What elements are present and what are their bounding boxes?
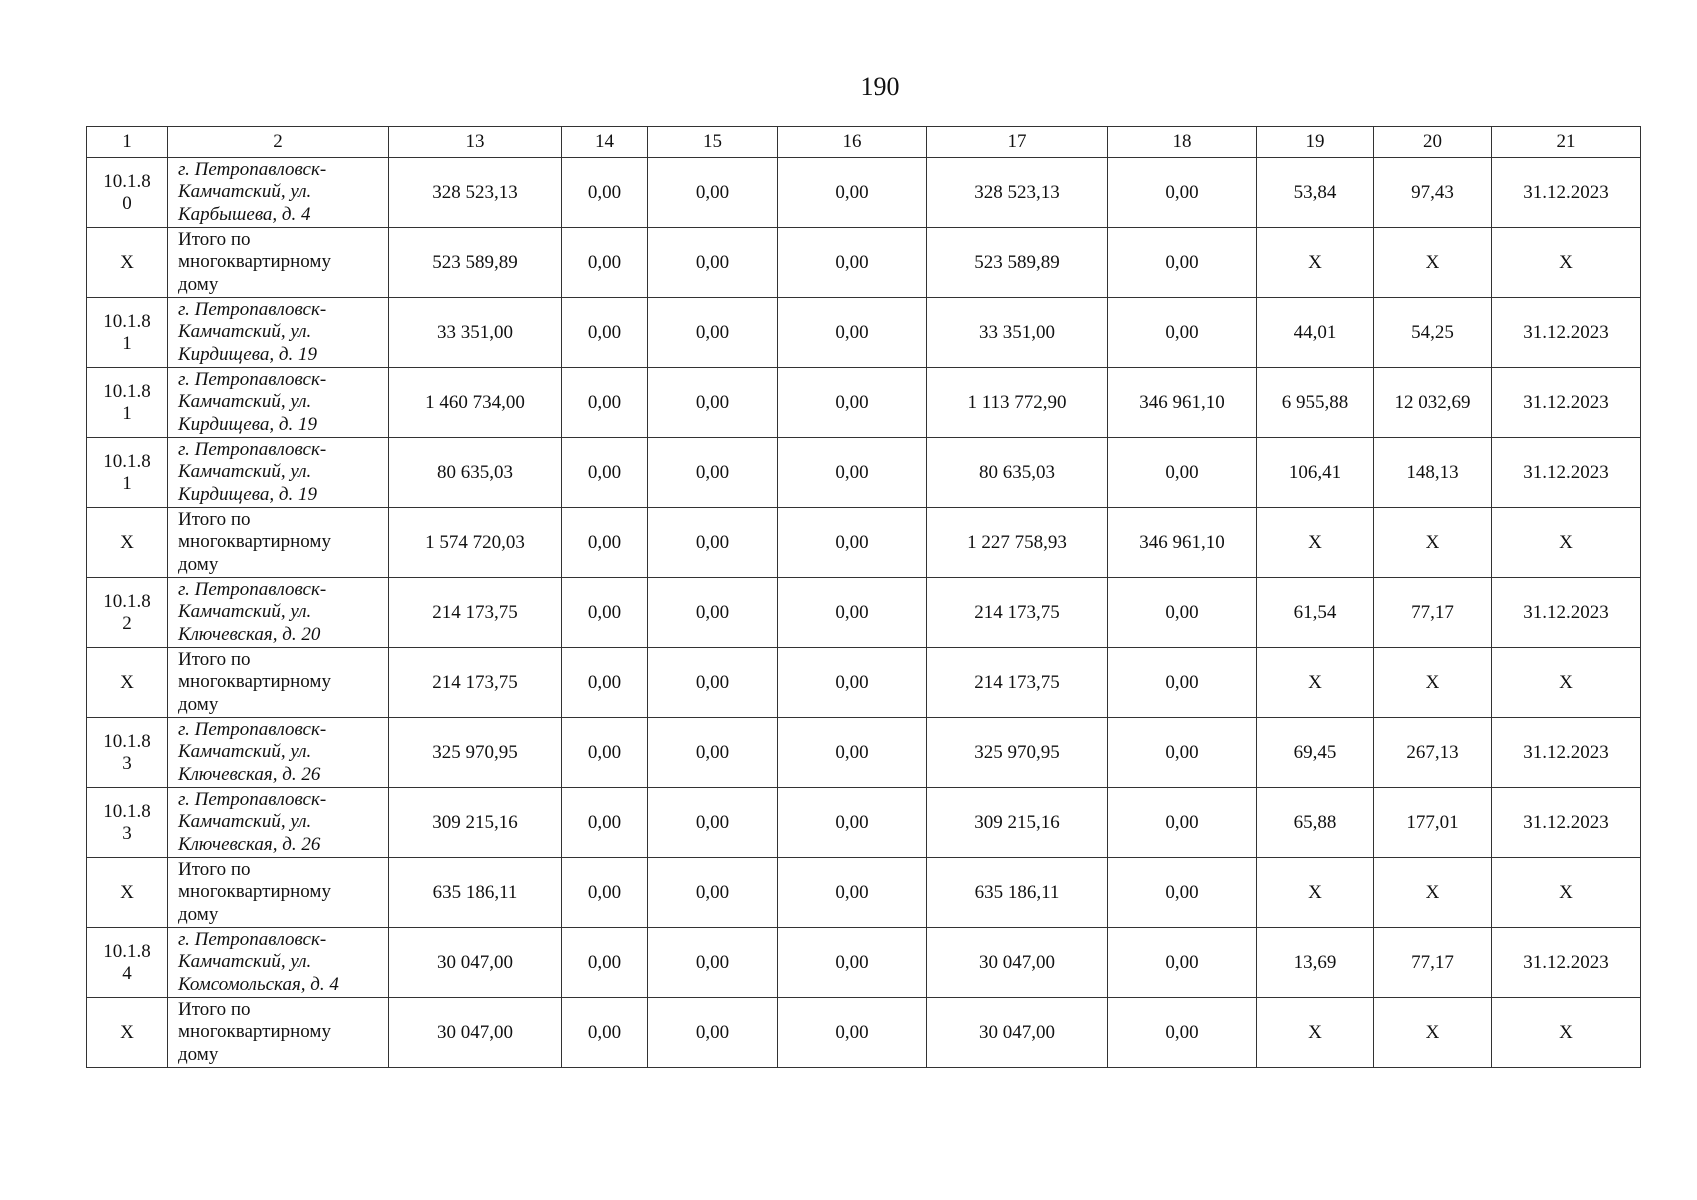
row-number-line: 10.1.8 bbox=[103, 590, 151, 612]
cell-col-14: 0,00 bbox=[562, 788, 648, 858]
cell-col-21: X bbox=[1492, 508, 1641, 578]
cell-col-15: 0,00 bbox=[648, 298, 778, 368]
address-line: дому bbox=[178, 903, 219, 925]
cell-col-21: X bbox=[1492, 648, 1641, 718]
cell-col-13: 30 047,00 bbox=[389, 998, 562, 1068]
cell-col-19: 13,69 bbox=[1257, 928, 1374, 998]
cell-col-16: 0,00 bbox=[778, 718, 927, 788]
cell-col-13: 33 351,00 bbox=[389, 298, 562, 368]
address-line: Камчатский, ул. bbox=[178, 321, 312, 343]
cell-col-21: X bbox=[1492, 998, 1641, 1068]
table-row bbox=[87, 718, 1641, 788]
column-header: 14 bbox=[562, 127, 648, 158]
address-line: Кирдищева, д. 19 bbox=[178, 343, 317, 365]
cell-col-16: 0,00 bbox=[778, 508, 927, 578]
cell-col-17: 33 351,00 bbox=[927, 298, 1108, 368]
total-label-cell bbox=[168, 648, 389, 718]
cell-col-18: 0,00 bbox=[1108, 788, 1257, 858]
address-line: многоквартирному bbox=[178, 1021, 331, 1043]
cell-col-19: 61,54 bbox=[1257, 578, 1374, 648]
address-line: Итого по bbox=[178, 858, 251, 880]
column-header: 21 bbox=[1492, 127, 1641, 158]
cell-col-20: 177,01 bbox=[1374, 788, 1492, 858]
total-row bbox=[87, 648, 1641, 718]
cell-col-14: 0,00 bbox=[562, 158, 648, 228]
row-number-cell bbox=[87, 998, 168, 1068]
cell-col-13: 635 186,11 bbox=[389, 858, 562, 928]
cell-col-13: 1 460 734,00 bbox=[389, 368, 562, 438]
row-number-line: 10.1.8 bbox=[103, 450, 151, 472]
table-row bbox=[87, 578, 1641, 648]
data-table bbox=[86, 126, 1641, 1068]
cell-col-18: 0,00 bbox=[1108, 228, 1257, 298]
address-line: многоквартирному bbox=[178, 671, 331, 693]
address-line: Камчатский, ул. bbox=[178, 181, 312, 203]
cell-col-17: 1 227 758,93 bbox=[927, 508, 1108, 578]
cell-col-20: X bbox=[1374, 228, 1492, 298]
cell-col-17: 325 970,95 bbox=[927, 718, 1108, 788]
cell-col-14: 0,00 bbox=[562, 718, 648, 788]
cell-col-16: 0,00 bbox=[778, 438, 927, 508]
cell-col-20: X bbox=[1374, 648, 1492, 718]
row-number-line: 10.1.8 bbox=[103, 380, 151, 402]
cell-col-15: 0,00 bbox=[648, 228, 778, 298]
cell-col-13: 214 173,75 bbox=[389, 648, 562, 718]
cell-col-14: 0,00 bbox=[562, 858, 648, 928]
cell-col-15: 0,00 bbox=[648, 858, 778, 928]
cell-col-21: 31.12.2023 bbox=[1492, 788, 1641, 858]
cell-col-20: X bbox=[1374, 998, 1492, 1068]
address-line: Камчатский, ул. bbox=[178, 461, 312, 483]
address-line: г. Петропавловск- bbox=[178, 438, 327, 460]
cell-col-14: 0,00 bbox=[562, 228, 648, 298]
cell-col-14: 0,00 bbox=[562, 648, 648, 718]
row-number-line: X bbox=[120, 251, 134, 273]
cell-col-19: X bbox=[1257, 998, 1374, 1068]
address-line: Камчатский, ул. bbox=[178, 391, 312, 413]
cell-col-14: 0,00 bbox=[562, 998, 648, 1068]
total-row bbox=[87, 998, 1641, 1068]
address-line: Кирдищева, д. 19 bbox=[178, 483, 317, 505]
cell-col-15: 0,00 bbox=[648, 438, 778, 508]
address-line: г. Петропавловск- bbox=[178, 578, 327, 600]
cell-col-13: 523 589,89 bbox=[389, 228, 562, 298]
address-line: Итого по bbox=[178, 648, 251, 670]
cell-col-13: 309 215,16 bbox=[389, 788, 562, 858]
cell-col-20: 54,25 bbox=[1374, 298, 1492, 368]
row-number-cell bbox=[87, 438, 168, 508]
cell-col-18: 346 961,10 bbox=[1108, 368, 1257, 438]
column-header: 17 bbox=[927, 127, 1108, 158]
address-cell bbox=[168, 158, 389, 228]
cell-col-18: 0,00 bbox=[1108, 438, 1257, 508]
column-header: 19 bbox=[1257, 127, 1374, 158]
row-number-line: X bbox=[120, 531, 134, 553]
cell-col-16: 0,00 bbox=[778, 228, 927, 298]
cell-col-16: 0,00 bbox=[778, 648, 927, 718]
column-header: 2 bbox=[168, 127, 389, 158]
cell-col-13: 214 173,75 bbox=[389, 578, 562, 648]
cell-col-21: 31.12.2023 bbox=[1492, 368, 1641, 438]
cell-col-13: 30 047,00 bbox=[389, 928, 562, 998]
header-row bbox=[87, 127, 1641, 158]
address-cell bbox=[168, 788, 389, 858]
total-label-cell bbox=[168, 508, 389, 578]
cell-col-18: 346 961,10 bbox=[1108, 508, 1257, 578]
cell-col-18: 0,00 bbox=[1108, 718, 1257, 788]
address-line: Камчатский, ул. bbox=[178, 811, 312, 833]
address-line: Итого по bbox=[178, 508, 251, 530]
cell-col-18: 0,00 bbox=[1108, 158, 1257, 228]
address-line: Камчатский, ул. bbox=[178, 741, 312, 763]
address-line: Ключевская, д. 20 bbox=[178, 623, 321, 645]
address-line: дому bbox=[178, 693, 219, 715]
total-row bbox=[87, 508, 1641, 578]
table-body bbox=[87, 127, 1641, 1068]
cell-col-19: 6 955,88 bbox=[1257, 368, 1374, 438]
column-header: 13 bbox=[389, 127, 562, 158]
total-row bbox=[87, 228, 1641, 298]
row-number-line: X bbox=[120, 1021, 134, 1043]
cell-col-19: X bbox=[1257, 858, 1374, 928]
cell-col-20: 77,17 bbox=[1374, 928, 1492, 998]
cell-col-20: 12 032,69 bbox=[1374, 368, 1492, 438]
row-number-cell bbox=[87, 578, 168, 648]
cell-col-20: 267,13 bbox=[1374, 718, 1492, 788]
total-label-cell bbox=[168, 858, 389, 928]
table-row bbox=[87, 928, 1641, 998]
cell-col-17: 214 173,75 bbox=[927, 648, 1108, 718]
cell-col-15: 0,00 bbox=[648, 368, 778, 438]
address-line: Камчатский, ул. bbox=[178, 951, 312, 973]
cell-col-14: 0,00 bbox=[562, 368, 648, 438]
row-number-line: 10.1.8 bbox=[103, 170, 151, 192]
cell-col-20: 97,43 bbox=[1374, 158, 1492, 228]
cell-col-15: 0,00 bbox=[648, 928, 778, 998]
row-number-line: X bbox=[120, 671, 134, 693]
cell-col-19: 44,01 bbox=[1257, 298, 1374, 368]
cell-col-20: 77,17 bbox=[1374, 578, 1492, 648]
cell-col-16: 0,00 bbox=[778, 158, 927, 228]
cell-col-17: 309 215,16 bbox=[927, 788, 1108, 858]
cell-col-18: 0,00 bbox=[1108, 298, 1257, 368]
total-row bbox=[87, 858, 1641, 928]
row-number-cell bbox=[87, 508, 168, 578]
cell-col-15: 0,00 bbox=[648, 788, 778, 858]
address-line: многоквартирному bbox=[178, 881, 331, 903]
cell-col-18: 0,00 bbox=[1108, 998, 1257, 1068]
cell-col-21: 31.12.2023 bbox=[1492, 928, 1641, 998]
address-line: г. Петропавловск- bbox=[178, 928, 327, 950]
address-line: Кирдищева, д. 19 bbox=[178, 413, 317, 435]
cell-col-17: 1 113 772,90 bbox=[927, 368, 1108, 438]
page-number: 190 bbox=[860, 72, 900, 101]
row-number-line: 3 bbox=[122, 752, 132, 774]
cell-col-18: 0,00 bbox=[1108, 928, 1257, 998]
row-number-cell bbox=[87, 858, 168, 928]
cell-col-17: 80 635,03 bbox=[927, 438, 1108, 508]
table-row bbox=[87, 158, 1641, 228]
address-line: г. Петропавловск- bbox=[178, 788, 327, 810]
address-line: дому bbox=[178, 1043, 219, 1065]
cell-col-14: 0,00 bbox=[562, 298, 648, 368]
address-line: г. Петропавловск- bbox=[178, 718, 327, 740]
address-line: многоквартирному bbox=[178, 531, 331, 553]
cell-col-14: 0,00 bbox=[562, 578, 648, 648]
row-number-line: 10.1.8 bbox=[103, 730, 151, 752]
cell-col-16: 0,00 bbox=[778, 368, 927, 438]
cell-col-13: 325 970,95 bbox=[389, 718, 562, 788]
cell-col-13: 328 523,13 bbox=[389, 158, 562, 228]
cell-col-20: X bbox=[1374, 508, 1492, 578]
column-header: 1 bbox=[87, 127, 168, 158]
row-number-cell bbox=[87, 718, 168, 788]
row-number-line: 1 bbox=[122, 332, 132, 354]
cell-col-19: X bbox=[1257, 228, 1374, 298]
cell-col-14: 0,00 bbox=[562, 508, 648, 578]
row-number-cell bbox=[87, 158, 168, 228]
address-cell bbox=[168, 438, 389, 508]
address-line: Ключевская, д. 26 bbox=[178, 833, 321, 855]
cell-col-16: 0,00 bbox=[778, 858, 927, 928]
address-cell bbox=[168, 578, 389, 648]
address-line: Карбышева, д. 4 bbox=[178, 203, 311, 225]
row-number-line: 4 bbox=[122, 962, 132, 984]
cell-col-15: 0,00 bbox=[648, 718, 778, 788]
total-label-cell bbox=[168, 228, 389, 298]
cell-col-18: 0,00 bbox=[1108, 648, 1257, 718]
column-header: 15 bbox=[648, 127, 778, 158]
cell-col-19: X bbox=[1257, 508, 1374, 578]
address-line: г. Петропавловск- bbox=[178, 298, 327, 320]
row-number-cell bbox=[87, 788, 168, 858]
cell-col-17: 30 047,00 bbox=[927, 998, 1108, 1068]
cell-col-18: 0,00 bbox=[1108, 858, 1257, 928]
address-line: Ключевская, д. 26 bbox=[178, 763, 321, 785]
cell-col-21: 31.12.2023 bbox=[1492, 578, 1641, 648]
cell-col-15: 0,00 bbox=[648, 158, 778, 228]
cell-col-18: 0,00 bbox=[1108, 578, 1257, 648]
cell-col-13: 1 574 720,03 bbox=[389, 508, 562, 578]
cell-col-21: 31.12.2023 bbox=[1492, 718, 1641, 788]
row-number-line: 0 bbox=[122, 192, 132, 214]
cell-col-19: 65,88 bbox=[1257, 788, 1374, 858]
cell-col-19: 53,84 bbox=[1257, 158, 1374, 228]
cell-col-16: 0,00 bbox=[778, 998, 927, 1068]
row-number-cell bbox=[87, 298, 168, 368]
address-line: Итого по bbox=[178, 998, 251, 1020]
row-number-line: 10.1.8 bbox=[103, 800, 151, 822]
address-line: дому bbox=[178, 273, 219, 295]
address-cell bbox=[168, 718, 389, 788]
column-header: 18 bbox=[1108, 127, 1257, 158]
row-number-line: 1 bbox=[122, 472, 132, 494]
cell-col-21: 31.12.2023 bbox=[1492, 298, 1641, 368]
cell-col-16: 0,00 bbox=[778, 298, 927, 368]
cell-col-20: X bbox=[1374, 858, 1492, 928]
cell-col-16: 0,00 bbox=[778, 928, 927, 998]
cell-col-17: 214 173,75 bbox=[927, 578, 1108, 648]
address-cell bbox=[168, 368, 389, 438]
address-line: Итого по bbox=[178, 228, 251, 250]
table-row bbox=[87, 368, 1641, 438]
cell-col-15: 0,00 bbox=[648, 648, 778, 718]
address-line: г. Петропавловск- bbox=[178, 368, 327, 390]
cell-col-15: 0,00 bbox=[648, 998, 778, 1068]
cell-col-20: 148,13 bbox=[1374, 438, 1492, 508]
cell-col-17: 328 523,13 bbox=[927, 158, 1108, 228]
cell-col-14: 0,00 bbox=[562, 928, 648, 998]
column-header: 16 bbox=[778, 127, 927, 158]
cell-col-14: 0,00 bbox=[562, 438, 648, 508]
table-row bbox=[87, 298, 1641, 368]
row-number-line: X bbox=[120, 881, 134, 903]
address-line: г. Петропавловск- bbox=[178, 158, 327, 180]
row-number-cell bbox=[87, 928, 168, 998]
row-number-cell bbox=[87, 228, 168, 298]
cell-col-21: X bbox=[1492, 858, 1641, 928]
cell-col-17: 635 186,11 bbox=[927, 858, 1108, 928]
address-line: дому bbox=[178, 553, 219, 575]
column-header: 20 bbox=[1374, 127, 1492, 158]
cell-col-16: 0,00 bbox=[778, 788, 927, 858]
cell-col-16: 0,00 bbox=[778, 578, 927, 648]
cell-col-19: 69,45 bbox=[1257, 718, 1374, 788]
address-line: Камчатский, ул. bbox=[178, 601, 312, 623]
table-row bbox=[87, 788, 1641, 858]
cell-col-15: 0,00 bbox=[648, 508, 778, 578]
cell-col-13: 80 635,03 bbox=[389, 438, 562, 508]
cell-col-21: 31.12.2023 bbox=[1492, 158, 1641, 228]
cell-col-21: X bbox=[1492, 228, 1641, 298]
row-number-line: 3 bbox=[122, 822, 132, 844]
row-number-line: 1 bbox=[122, 402, 132, 424]
address-cell bbox=[168, 298, 389, 368]
cell-col-17: 30 047,00 bbox=[927, 928, 1108, 998]
total-label-cell bbox=[168, 998, 389, 1068]
address-line: многоквартирному bbox=[178, 251, 331, 273]
cell-col-19: 106,41 bbox=[1257, 438, 1374, 508]
row-number-cell bbox=[87, 648, 168, 718]
row-number-line: 10.1.8 bbox=[103, 940, 151, 962]
cell-col-17: 523 589,89 bbox=[927, 228, 1108, 298]
address-line: Комсомольская, д. 4 bbox=[178, 973, 339, 995]
row-number-line: 2 bbox=[122, 612, 132, 634]
cell-col-19: X bbox=[1257, 648, 1374, 718]
row-number-line: 10.1.8 bbox=[103, 310, 151, 332]
row-number-cell bbox=[87, 368, 168, 438]
address-cell bbox=[168, 928, 389, 998]
cell-col-15: 0,00 bbox=[648, 578, 778, 648]
cell-col-21: 31.12.2023 bbox=[1492, 438, 1641, 508]
table-row bbox=[87, 438, 1641, 508]
